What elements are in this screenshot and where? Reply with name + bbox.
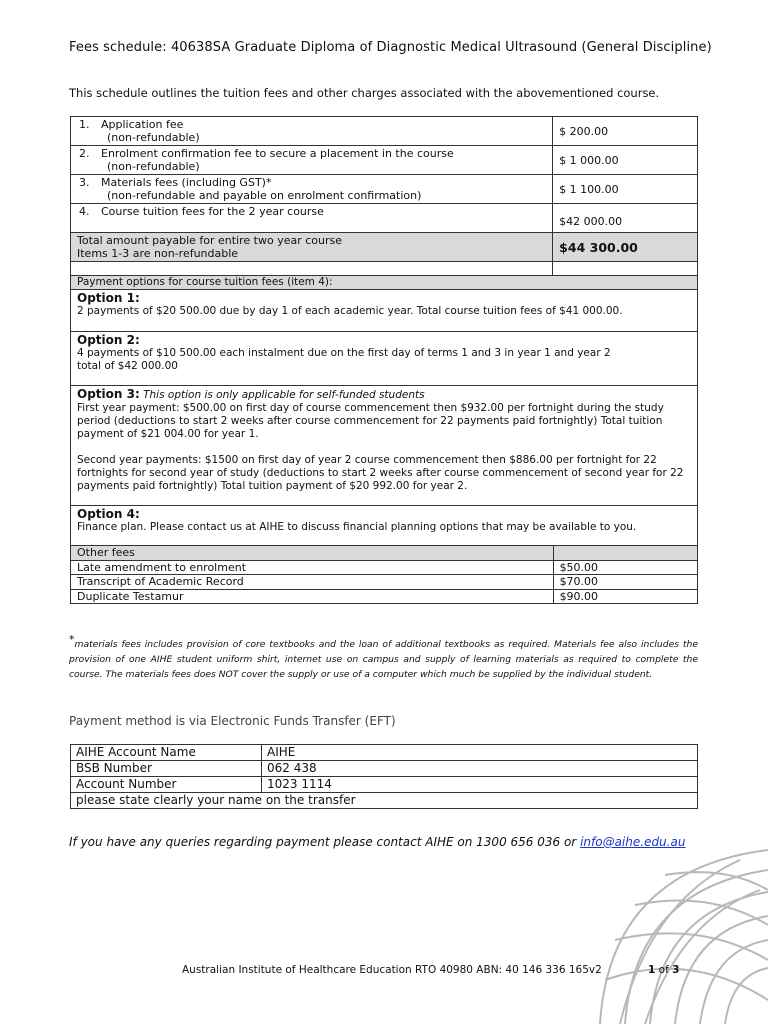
fee-label: Materials fees (including GST)* [101,176,272,189]
fee-amount: $ 1 100.00 [553,175,698,204]
other-fee-amount: $70.00 [553,575,697,590]
table-row [71,793,698,809]
option-3-note: This option is only applicable for self-funded students [143,389,425,401]
option-2 [71,332,698,386]
fee-sublabel: (non-refundable and payable on enrolment confirmation) [107,189,422,202]
other-fee-label: Duplicate Testamur [71,589,554,604]
table-row [71,560,698,575]
fee-row [71,204,698,233]
other-fee-label: Late amendment to enrolment [71,560,554,575]
bank-value: 062 438 [262,761,698,777]
total-pages: 3 [672,964,680,976]
table-row [71,745,698,761]
option-2-line1: 4 payments of $10 500.00 each instalment due on the first day of terms 1 and 3 in year 1 and year 2 [77,347,611,359]
total-row [71,233,698,262]
fees-table [70,116,698,276]
fee-sublabel: (non-refundable) [107,160,200,173]
fee-row [71,146,698,175]
option-3-year2: Second year payments: $1500 on first day of year 2 course commencement then $886.00 per fortnight for 22 fortnights for second year of study (deductions to start 2 weeks after course commencement of second year for 22 payments paid fortnightly) Total tuition payment of $20 992.00 for year 2. [77,454,684,492]
bank-value: AIHE [262,745,698,761]
globe-logo-graphic [590,830,768,1024]
payment-options-header: Payment options for course tuition fees (item 4): [71,276,698,290]
option-4-title: Option 4: [77,507,140,521]
option-4 [71,506,698,546]
table-row [71,575,698,590]
fee-sublabel: (non-refundable) [107,131,200,144]
payment-options-table [70,275,698,546]
bank-label: AIHE Account Name [71,745,262,761]
query-sentence: If you have any queries regarding payment please contact AIHE on 1300 656 036 or [69,835,577,849]
intro-text: This schedule outlines the tuition fees and other charges associated with the abovementioned course. [69,86,660,100]
option-4-text: Finance plan. Please contact us at AIHE to discuss financial planning options that may be available to you. [77,521,637,533]
footnote-text: materials fees includes provision of core textbooks and the loan of additional textbooks as required. Materials fee also includes the provision of one AIHE student uniform shirt, internet use on campus and supply of learning materials as required to complete the course. The materials fees does NOT cover the supply or use of a computer which much be supplied by the individual student. [69,639,698,681]
fee-label: Application fee [101,118,184,131]
fee-label: Course tuition fees for the 2 year course [101,205,324,218]
materials-footnote [69,632,698,682]
footer-text: Australian Institute of Healthcare Education RTO 40980 ABN: 40 146 336 165v2 [182,964,602,976]
payment-method-heading: Payment method is via Electronic Funds Transfer (EFT) [69,714,396,728]
bank-value: 1023 1114 [262,777,698,793]
option-1 [71,290,698,332]
table-row [71,777,698,793]
bank-note: please state clearly your name on the transfer [71,793,698,809]
current-page: 1 [648,964,656,976]
footnote-mark: * [69,633,75,646]
fee-amount: $ 200.00 [553,117,698,146]
email-link[interactable]: info@aihe.edu.au [580,835,686,849]
spacer-row [71,262,698,276]
option-3-year1: First year payment: $500.00 on first day of course commencement then $932.00 per fortnight during the study period (deductions to start 2 weeks after course commencement for 22 payments paid fortnightly) Total tuition payment of $21 004.00 for year 1. [77,402,664,440]
fee-number: 1. [79,118,90,131]
total-label: Total amount payable for entire two year course [77,234,343,247]
other-fees-header: Other fees [71,546,554,561]
other-fees-table [70,545,698,604]
option-1-text: 2 payments of $20 500.00 due by day 1 of each academic year. Total course tuition fees of $41 000.00. [77,305,623,317]
total-amount: $44 300.00 [553,233,698,262]
option-3-title: Option 3: [77,387,140,401]
table-row [71,761,698,777]
bank-label: BSB Number [71,761,262,777]
page-number [648,964,679,976]
option-3 [71,386,698,506]
bank-label: Account Number [71,777,262,793]
option-2-title: Option 2: [77,333,140,347]
document-title: Fees schedule: 40638SA Graduate Diploma of Diagnostic Medical Ultrasound (General Discipline) [69,40,712,55]
fee-row [71,175,698,204]
other-fee-amount: $90.00 [553,589,697,604]
option-1-title: Option 1: [77,291,140,305]
fee-number: 4. [79,205,90,218]
fee-number: 3. [79,176,90,189]
fee-row [71,117,698,146]
total-note: Items 1-3 are non-refundable [77,247,239,260]
table-row [71,589,698,604]
fee-label: Enrolment confirmation fee to secure a placement in the course [101,147,454,160]
other-fee-amount: $50.00 [553,560,697,575]
fee-number: 2. [79,147,90,160]
fee-amount: $42 000.00 [553,204,698,233]
option-2-line2: total of $42 000.00 [77,360,178,372]
page-of: of [658,964,669,976]
fee-amount: $ 1 000.00 [553,146,698,175]
other-fee-label: Transcript of Academic Record [71,575,554,590]
bank-details-table [70,744,698,809]
